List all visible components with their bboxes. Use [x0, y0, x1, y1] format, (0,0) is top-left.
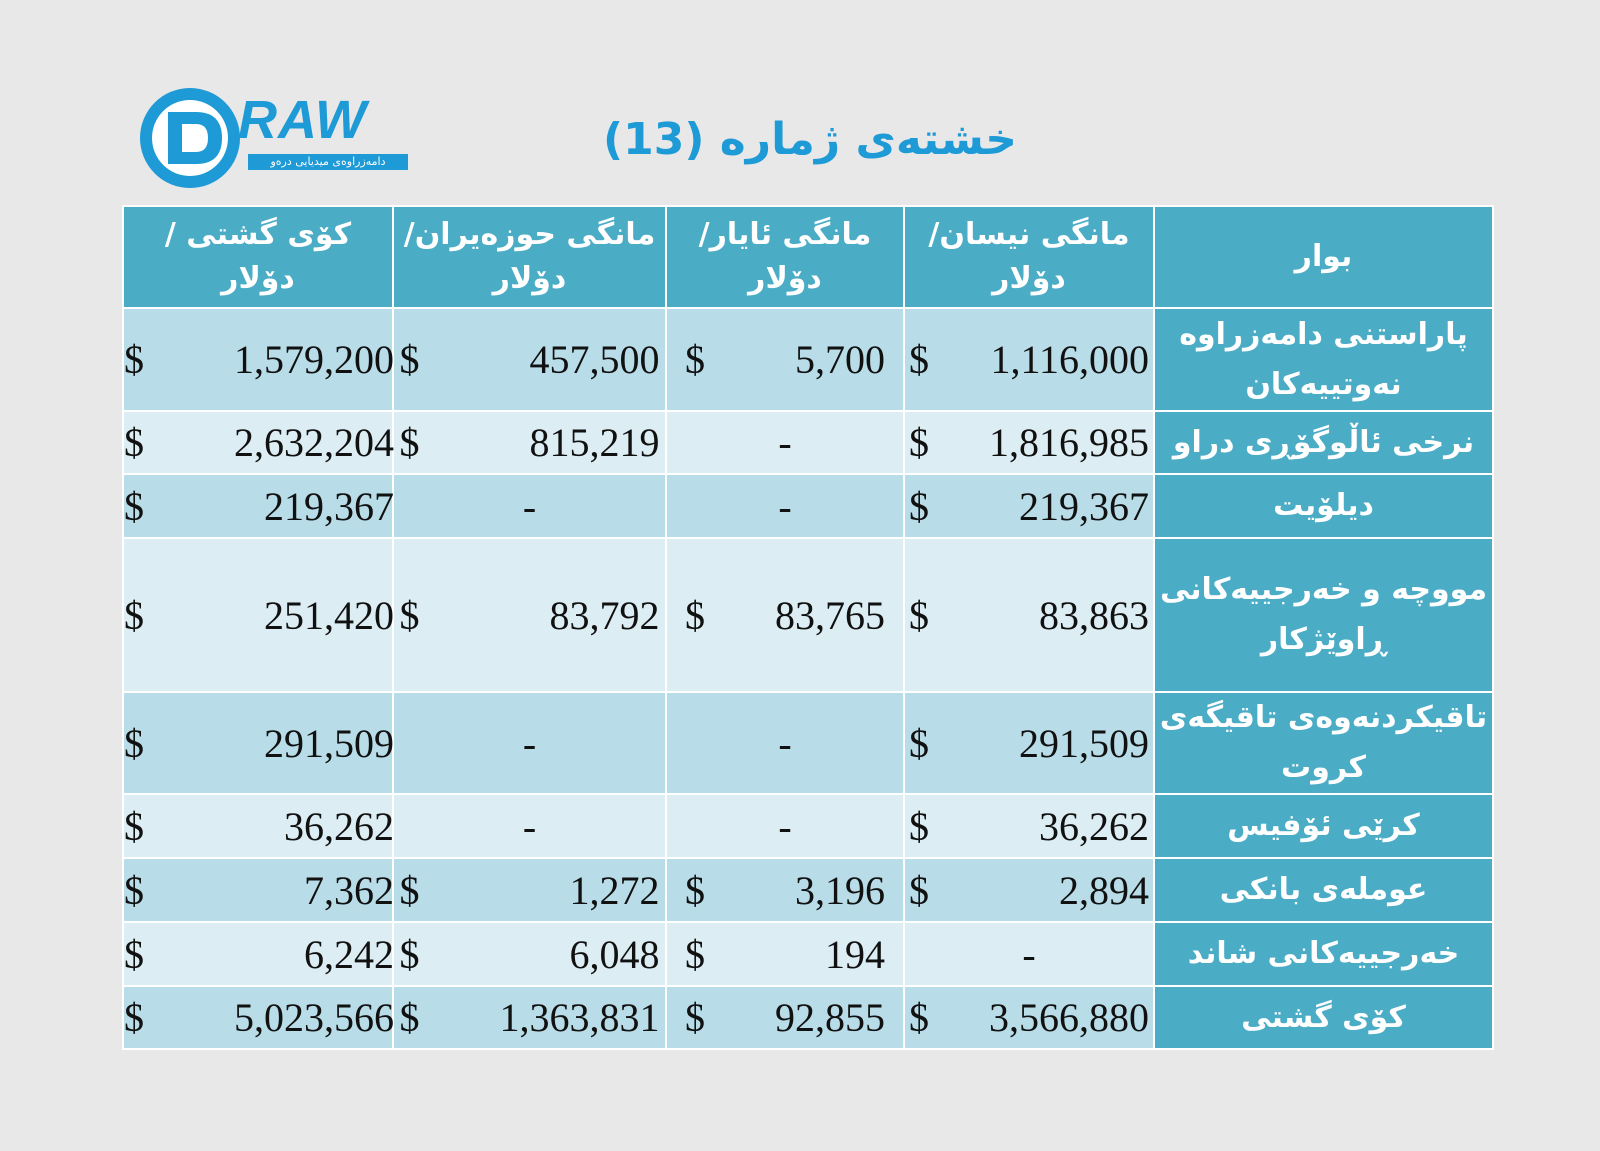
amount-value: 6,242 [304, 931, 394, 977]
cell-june [393, 794, 666, 858]
table-row [123, 538, 1493, 692]
amount-value: - [778, 483, 792, 529]
cell-april [904, 474, 1154, 538]
currency-symbol: $ [909, 867, 929, 913]
currency-symbol: $ [685, 867, 705, 913]
currency-symbol: $ [124, 483, 144, 529]
amount-value: 251,420 [264, 592, 394, 638]
cell-may [666, 794, 904, 858]
cell-total [123, 308, 393, 411]
currency-symbol: $ [909, 483, 929, 529]
cell-june [393, 538, 666, 692]
currency-symbol: $ [909, 337, 929, 382]
amount-value: 291,509 [264, 720, 394, 766]
row-label: کرێی ئۆفیس [1154, 794, 1493, 858]
amount-value: 219,367 [264, 483, 394, 529]
cell-total [123, 538, 393, 692]
amount-value: 1,579,200 [234, 337, 394, 382]
amount-value: - [778, 803, 792, 849]
cell-june [393, 474, 666, 538]
table-row [123, 794, 1493, 858]
page-title: خشتەی ژمارە (13) [603, 114, 1017, 165]
header-row [123, 206, 1493, 308]
expenses-table [122, 205, 1494, 1050]
cell-june [393, 922, 666, 986]
amount-value: 36,262 [284, 803, 394, 849]
currency-symbol: $ [124, 592, 144, 638]
cell-june [393, 308, 666, 411]
row-label: کۆی گشتی [1154, 986, 1493, 1049]
table-row [123, 922, 1493, 986]
amount-value: - [522, 483, 537, 529]
draw-logo [138, 86, 418, 190]
cell-may [666, 308, 904, 411]
amount-value: 5,023,566 [234, 995, 394, 1040]
currency-symbol: $ [399, 420, 420, 465]
amount-value: 83,792 [549, 592, 660, 638]
currency-symbol: $ [124, 337, 144, 382]
currency-symbol: $ [685, 931, 705, 977]
cell-april [904, 794, 1154, 858]
currency-symbol: $ [909, 592, 929, 638]
cell-total [123, 692, 393, 794]
amount-value: 815,219 [529, 420, 660, 465]
currency-symbol: $ [685, 592, 705, 638]
amount-value: 291,509 [1019, 720, 1149, 766]
cell-april [904, 986, 1154, 1049]
amount-value: 2,894 [1059, 867, 1149, 913]
cell-june [393, 986, 666, 1049]
row-label: نرخی ئاڵوگۆڕی دراو [1154, 411, 1493, 474]
cell-april [904, 411, 1154, 474]
header-field: بوار [1154, 206, 1493, 308]
amount-value: 2,632,204 [234, 420, 394, 465]
currency-symbol: $ [124, 931, 144, 977]
cell-june [393, 692, 666, 794]
cell-april [904, 922, 1154, 986]
cell-total [123, 411, 393, 474]
table-body [123, 308, 1493, 1049]
row-label: پاراستنی دامەزراوە نەوتییەکان [1154, 308, 1493, 411]
currency-symbol: $ [124, 803, 144, 849]
cell-april [904, 858, 1154, 922]
logo-wordmark: RAW [238, 90, 367, 150]
currency-symbol: $ [685, 337, 705, 382]
amount-value: 7,362 [304, 867, 394, 913]
table-row [123, 858, 1493, 922]
cell-may [666, 858, 904, 922]
cell-total [123, 986, 393, 1049]
currency-symbol: $ [909, 420, 929, 465]
amount-value: 5,700 [795, 337, 885, 382]
header-total: کۆی گشتی / دۆلار [123, 206, 393, 308]
header-may: مانگی ئایار/ دۆلار [666, 206, 904, 308]
cell-total [123, 474, 393, 538]
cell-may [666, 538, 904, 692]
amount-value: 1,272 [569, 867, 660, 913]
currency-symbol: $ [399, 931, 420, 977]
logo-d-icon [138, 86, 248, 190]
cell-may [666, 411, 904, 474]
amount-value: - [522, 803, 537, 849]
logo-tagline: دامەزراوەی میدیایی درەو [248, 154, 408, 170]
row-label: دیلۆیت [1154, 474, 1493, 538]
amount-value: 92,855 [775, 995, 885, 1040]
amount-value: 194 [825, 931, 885, 977]
currency-symbol: $ [399, 337, 420, 382]
amount-value: 1,816,985 [989, 420, 1149, 465]
cell-total [123, 858, 393, 922]
cell-may [666, 474, 904, 538]
amount-value: 457,500 [529, 337, 660, 382]
table-row [123, 474, 1493, 538]
currency-symbol: $ [124, 995, 144, 1040]
cell-june [393, 858, 666, 922]
table-row [123, 308, 1493, 411]
amount-value: - [522, 720, 537, 766]
currency-symbol: $ [124, 420, 144, 465]
cell-may [666, 692, 904, 794]
currency-symbol: $ [124, 867, 144, 913]
table-row [123, 411, 1493, 474]
amount-value: 6,048 [569, 931, 660, 977]
cell-total [123, 794, 393, 858]
cell-may [666, 986, 904, 1049]
cell-april [904, 538, 1154, 692]
currency-symbol: $ [399, 867, 420, 913]
amount-value: 1,116,000 [990, 337, 1149, 382]
table-row [123, 986, 1493, 1049]
cell-april [904, 692, 1154, 794]
amount-value: 3,196 [795, 867, 885, 913]
currency-symbol: $ [909, 995, 929, 1040]
amount-value: - [778, 420, 792, 465]
currency-symbol: $ [399, 592, 420, 638]
currency-symbol: $ [399, 995, 420, 1040]
header-april: مانگی نیسان/ دۆلار [904, 206, 1154, 308]
amount-value: - [1022, 931, 1036, 977]
row-label: تاقیکردنەوەی تاقیگەی کروت [1154, 692, 1493, 794]
cell-total [123, 922, 393, 986]
amount-value: 219,367 [1019, 483, 1149, 529]
currency-symbol: $ [124, 720, 144, 766]
currency-symbol: $ [909, 720, 929, 766]
amount-value: - [778, 720, 792, 766]
header-june: مانگی حوزەیران/ دۆلار [393, 206, 666, 308]
amount-value: 3,566,880 [989, 995, 1149, 1040]
amount-value: 1,363,831 [499, 995, 660, 1040]
currency-symbol: $ [685, 995, 705, 1040]
amount-value: 83,765 [775, 592, 885, 638]
amount-value: 83,863 [1039, 592, 1149, 638]
row-label: مووچە و خەرجییەکانی ڕاوێژکار [1154, 538, 1493, 692]
cell-may [666, 922, 904, 986]
row-label: عوملەی بانکی [1154, 858, 1493, 922]
table-row [123, 692, 1493, 794]
currency-symbol: $ [909, 803, 929, 849]
cell-april [904, 308, 1154, 411]
cell-june [393, 411, 666, 474]
row-label: خەرجییەکانی شاند [1154, 922, 1493, 986]
amount-value: 36,262 [1039, 803, 1149, 849]
